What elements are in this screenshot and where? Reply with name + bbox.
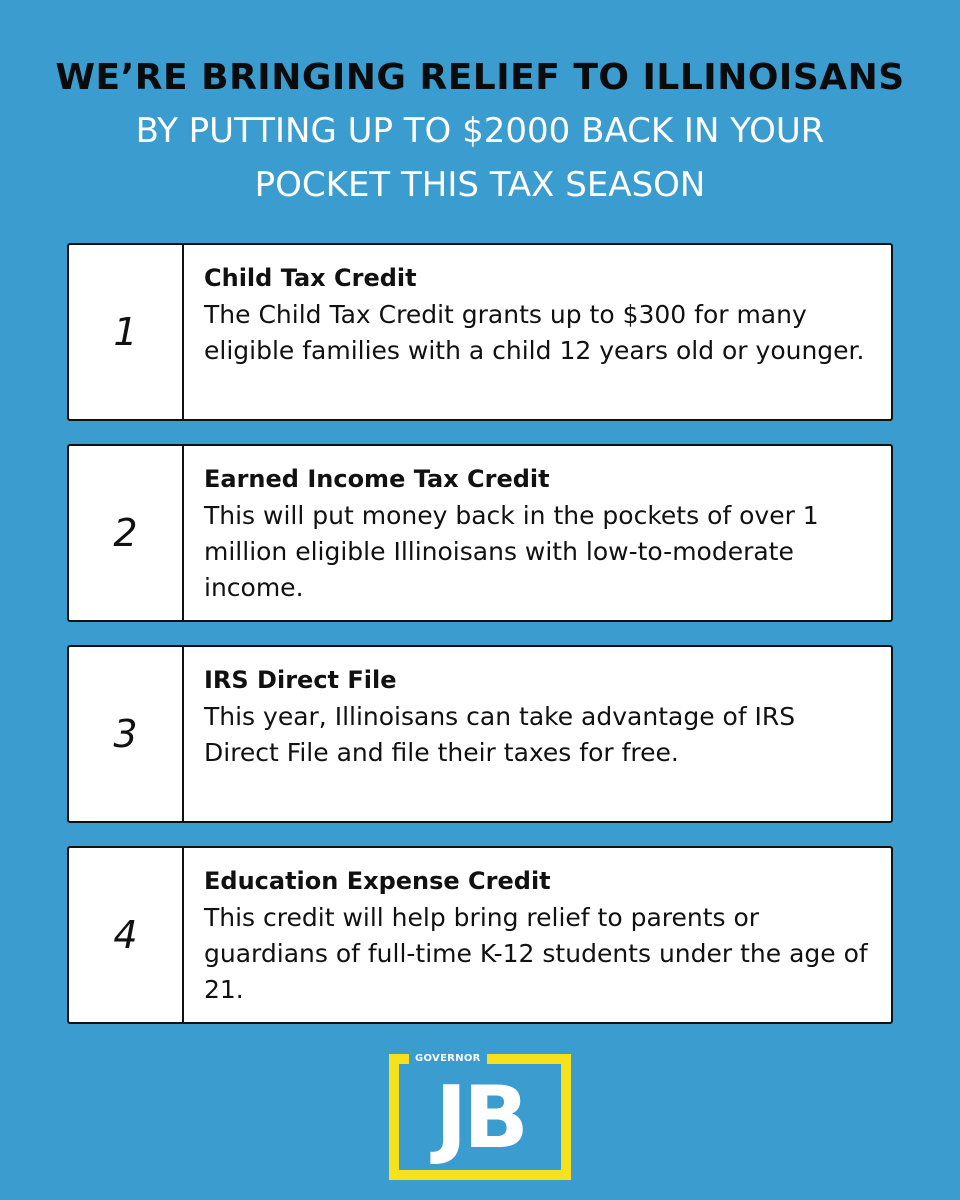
card-body [184, 848, 891, 1022]
headline: WE’RE BRINGING RELIEF TO ILLINOISANS [55, 57, 905, 98]
card-body [184, 245, 891, 419]
item-description: This year, Illinoisans can take advantage of IRS Direct File and file their taxes for free. [204, 702, 796, 767]
item-number: 2 [69, 446, 184, 620]
item-title: IRS Direct File [204, 666, 397, 694]
item-description: The Child Tax Credit grants up to $300 for many eligible families with a child 12 years old or younger. [204, 300, 865, 365]
credit-card-irs-direct-file [67, 645, 893, 823]
item-description: This will put money back in the pockets of over 1 million eligible Illinoisans with low-to-moderate income. [204, 501, 819, 602]
item-title: Earned Income Tax Credit [204, 465, 550, 493]
item-number: 3 [69, 647, 184, 821]
logo-label: GOVERNOR [409, 1052, 487, 1066]
credit-list [67, 243, 893, 1047]
item-description: This credit will help bring relief to parents or guardians of full-time K-12 students under the age of 21. [204, 903, 868, 1004]
governor-jb-logo [389, 1054, 571, 1180]
header [0, 56, 960, 212]
card-body [184, 647, 891, 821]
subhead-line-2: POCKET THIS TAX SEASON [254, 165, 706, 205]
subhead-line-1: BY PUTTING UP TO $2000 BACK IN YOUR [135, 111, 825, 151]
item-title: Child Tax Credit [204, 264, 417, 292]
item-title: Education Expense Credit [204, 867, 551, 895]
subhead [0, 104, 960, 212]
item-number: 4 [69, 848, 184, 1022]
credit-card-earned-income [67, 444, 893, 622]
credit-card-education-expense [67, 846, 893, 1024]
logo-letters: JB [435, 1068, 525, 1168]
card-body [184, 446, 891, 620]
item-number: 1 [69, 245, 184, 419]
credit-card-child-tax [67, 243, 893, 421]
